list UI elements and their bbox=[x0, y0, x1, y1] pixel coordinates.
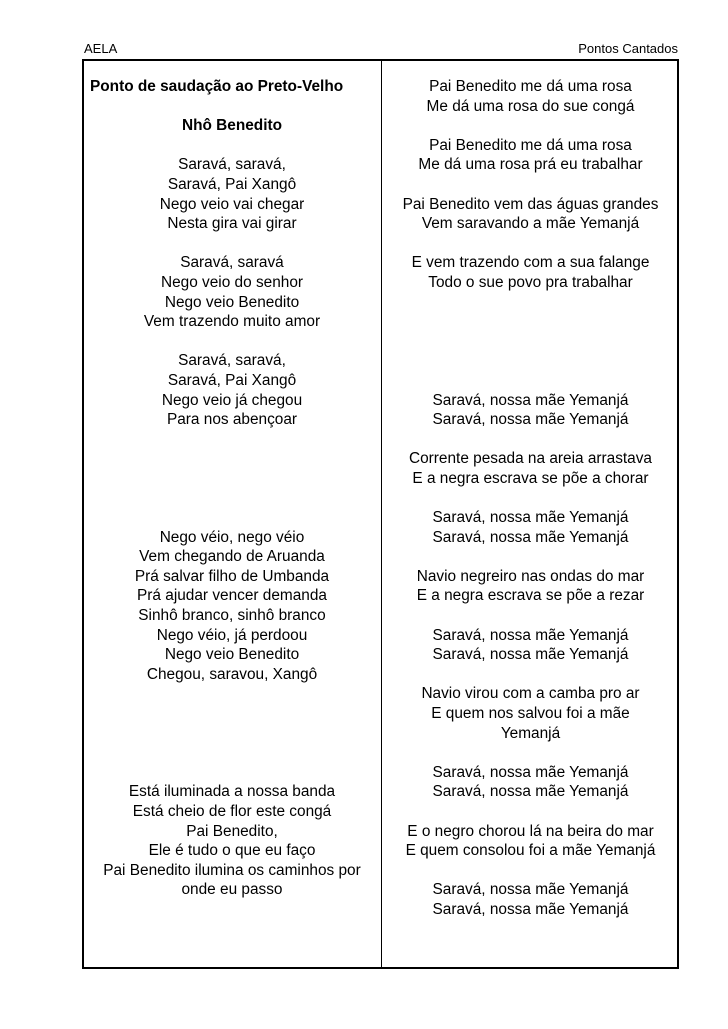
lyric-line: Todo o sue povo pra trabalhar bbox=[428, 273, 633, 291]
lyric-line: Saravá, nossa mãe Yemanjá bbox=[432, 900, 629, 918]
lyric-line: Saravá, nossa mãe Yemanjá bbox=[432, 411, 629, 429]
lyric-line: onde eu passo bbox=[181, 881, 283, 899]
lyric-line: Saravá, Pai Xangô bbox=[167, 371, 297, 389]
lyric-line: E o negro chorou lá na beira do mar bbox=[407, 822, 654, 840]
lyric-line: Saravá, nossa mãe Yemanjá bbox=[432, 528, 629, 546]
lyric-line: Nego véio, nego véio bbox=[159, 528, 305, 546]
lyric-line: Prá ajudar vencer demanda bbox=[137, 587, 327, 605]
right-column bbox=[383, 77, 678, 920]
lyric-line: Pai Benedito, bbox=[186, 822, 278, 840]
lyric-line: Vem saravando a mãe Yemanjá bbox=[421, 215, 640, 233]
lyric-line: Saravá, nossa mãe Yemanjá bbox=[432, 881, 629, 899]
lyric-line: Vem trazendo muito amor bbox=[143, 313, 321, 331]
left-column bbox=[84, 77, 380, 900]
lyric-line: Nego veio Benedito bbox=[164, 646, 300, 664]
lyric-line: Para nos abençoar bbox=[166, 411, 298, 429]
lyric-line: Navio negreiro nas ondas do mar bbox=[416, 567, 645, 585]
header-left: AELA bbox=[84, 41, 118, 56]
lyric-line: E quem consolou foi a mãe Yemanjá bbox=[405, 842, 656, 860]
lyric-line: E quem nos salvou foi a mãe bbox=[431, 705, 630, 722]
lyric-line: Saravá, nossa mãe Yemanjá bbox=[432, 391, 629, 409]
page-header bbox=[84, 40, 678, 58]
lyric-line: Prá salvar filho de Umbanda bbox=[134, 567, 330, 585]
lyric-line: Saravá, saravá, bbox=[178, 156, 286, 174]
lyric-line: Chegou, saravou, Xangô bbox=[146, 665, 318, 683]
lyric-line: Nego véio, já perdoou bbox=[156, 626, 308, 644]
lyric-line: Nesta gira vai girar bbox=[167, 215, 297, 233]
lyric-line: Yemanjá bbox=[500, 724, 561, 742]
lyric-line: Nego veio Benedito bbox=[164, 293, 300, 311]
song-title: Ponto de saudação ao Preto-Velho bbox=[90, 78, 344, 95]
lyric-line: Saravá, saravá, bbox=[178, 352, 286, 370]
lyric-line: Saravá, nossa mãe Yemanjá bbox=[432, 646, 629, 664]
lyric-line: Nego veio vai chegar bbox=[159, 195, 305, 213]
lyric-line: Me dá uma rosa do sue congá bbox=[426, 97, 635, 115]
lyric-line: E a negra escrava se põe a rezar bbox=[416, 587, 645, 605]
lyric-line: Corrente pesada na areia arrastava bbox=[409, 450, 652, 468]
lyric-line: Navio virou com a camba pro ar bbox=[421, 685, 640, 703]
lyric-line: Saravá, nossa mãe Yemanjá bbox=[432, 783, 629, 801]
lyric-line: Ele é tudo o que eu faço bbox=[148, 842, 316, 860]
lyric-line: E a negra escrava se põe a chorar bbox=[412, 469, 649, 487]
lyric-line: Saravá, nossa mãe Yemanjá bbox=[432, 763, 629, 781]
lyric-line: Sinhô branco, sinhô branco bbox=[138, 607, 326, 625]
lyric-line: Nego veio já chegou bbox=[161, 391, 303, 409]
song-subtitle: Nhô Benedito bbox=[181, 117, 283, 135]
lyric-line: Pai Benedito vem das águas grandes bbox=[402, 195, 659, 213]
lyric-line: Pai Benedito me dá uma rosa bbox=[429, 136, 632, 154]
lyric-line: E vem trazendo com a sua falange bbox=[411, 254, 650, 272]
header-right: Pontos Cantados bbox=[578, 41, 678, 56]
lyric-line: Nego veio do senhor bbox=[160, 273, 304, 291]
lyric-line: Saravá, nossa mãe Yemanjá bbox=[432, 626, 629, 644]
lyric-line: Pai Benedito me dá uma rosa bbox=[429, 78, 632, 95]
lyric-line: Vem chegando de Aruanda bbox=[139, 548, 325, 566]
lyric-line: Saravá, saravá bbox=[180, 254, 284, 272]
lyric-line: Pai Benedito ilumina os caminhos por bbox=[103, 861, 361, 879]
lyric-line: Está cheio de flor este congá bbox=[132, 802, 332, 820]
lyric-line: Saravá, Pai Xangô bbox=[167, 175, 297, 193]
lyric-line: Saravá, nossa mãe Yemanjá bbox=[432, 509, 629, 527]
lyric-line: Está iluminada a nossa banda bbox=[128, 783, 336, 801]
column-divider bbox=[381, 59, 382, 969]
lyric-line: Me dá uma rosa prá eu trabalhar bbox=[418, 156, 643, 174]
